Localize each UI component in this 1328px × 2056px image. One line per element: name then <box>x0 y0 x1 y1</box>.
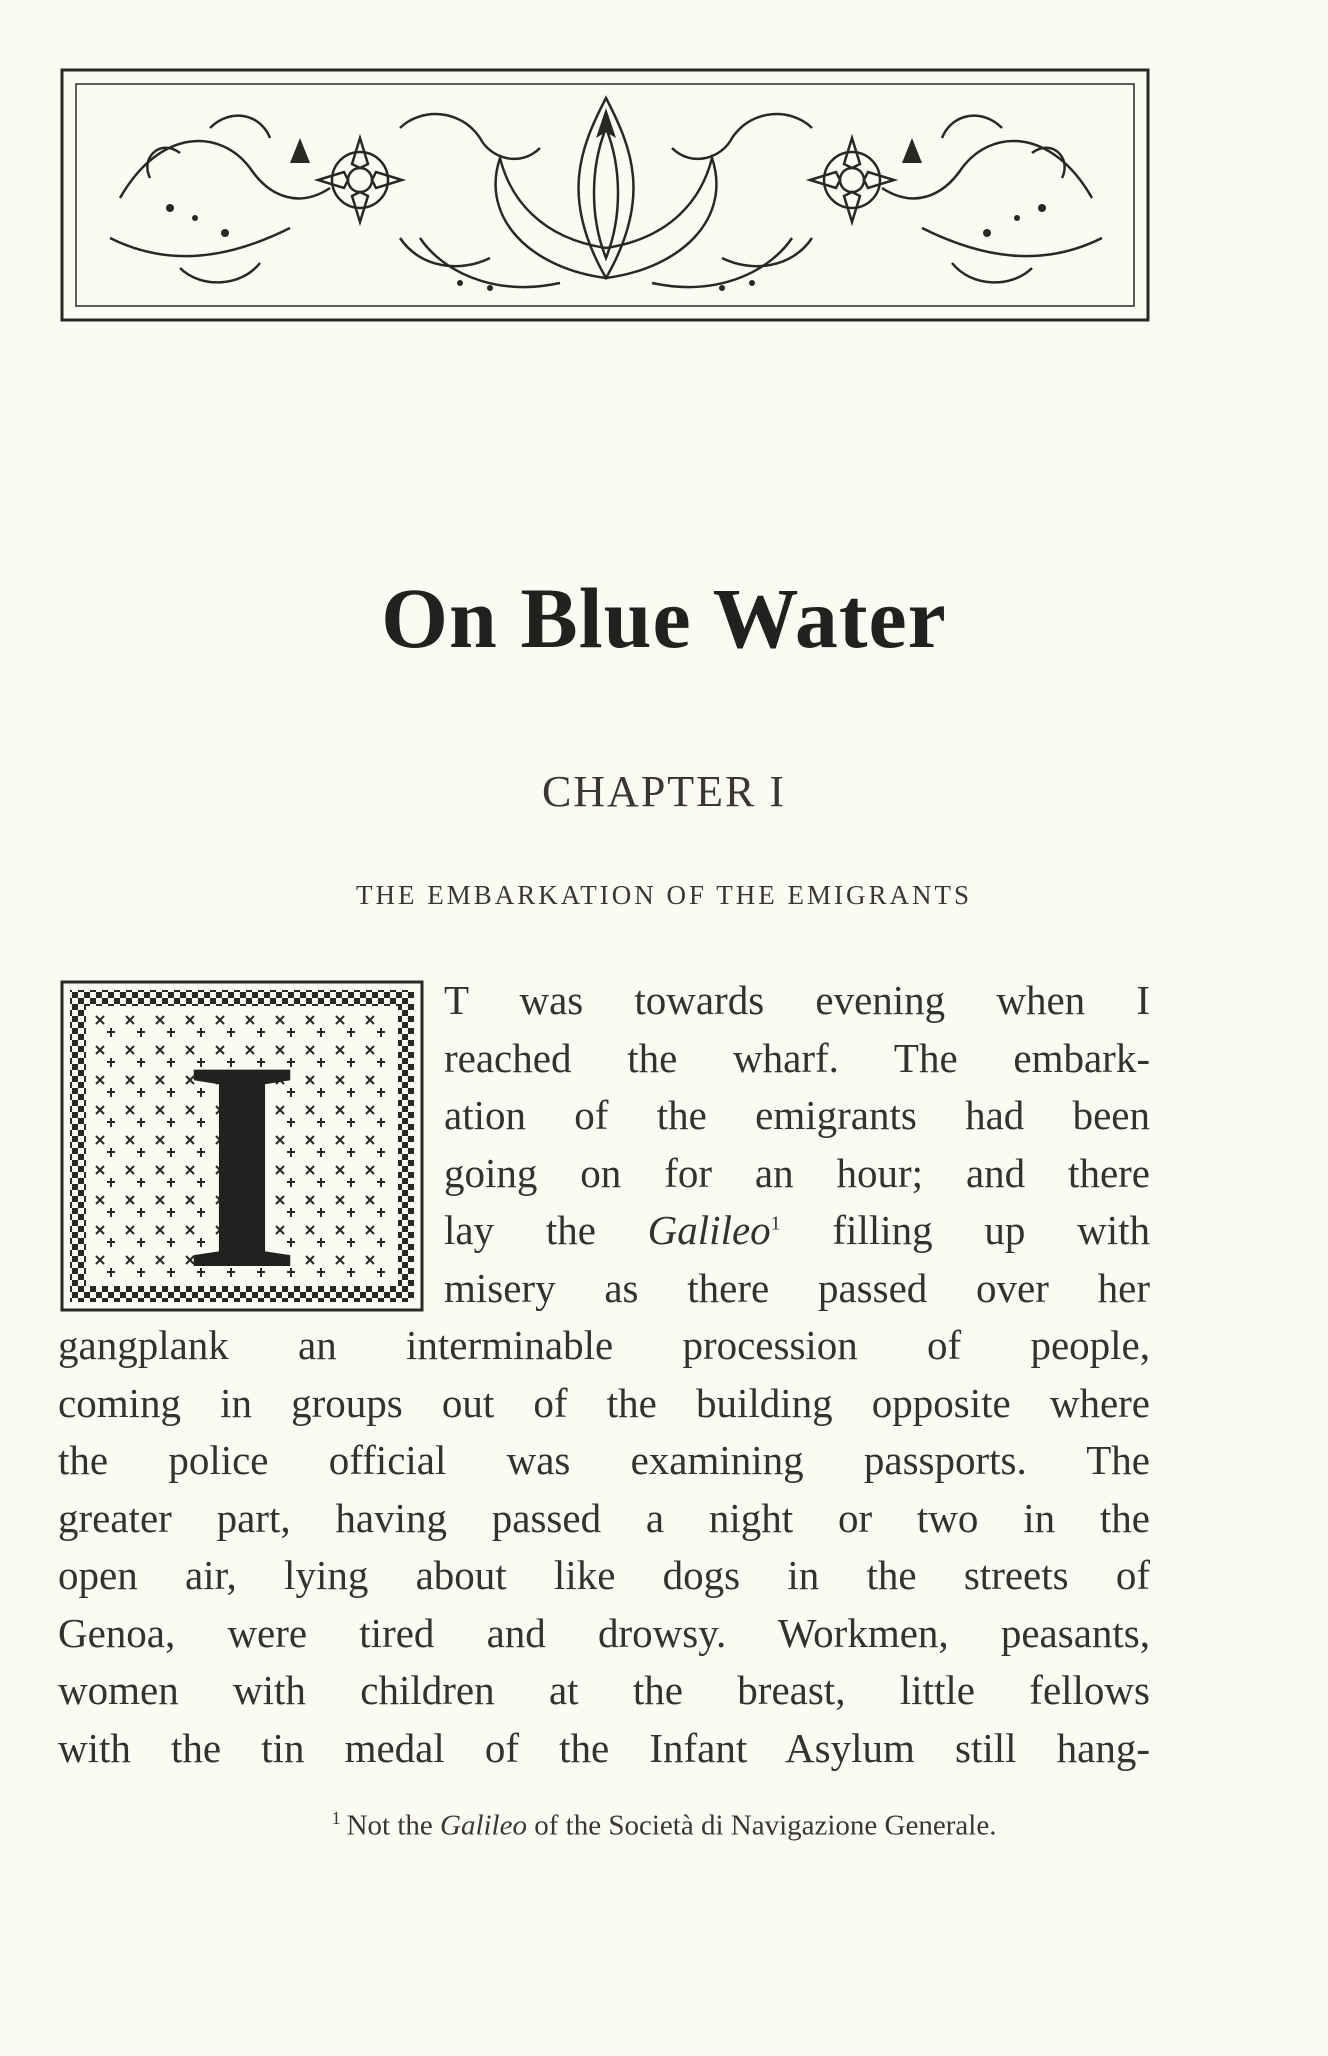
chapter-heading: CHAPTER I <box>541 767 787 816</box>
text-line: coming in groups out of the building opposite where <box>58 1379 1150 1426</box>
footnote-text: of the Società di Navigazione Generale. <box>527 1809 997 1842</box>
text-line: open air, lying about like dogs in the streets of <box>58 1552 1150 1598</box>
text-line: gangplank an interminable procession of people, <box>58 1322 1150 1368</box>
footnote-reference: 1 <box>770 1212 781 1235</box>
text-line: misery as there passed over her <box>444 1264 1150 1311</box>
footnote-mark: 1 <box>331 1808 341 1828</box>
text-line: T was towards evening when I <box>444 977 1150 1023</box>
text-line: the police official was examining passports. The <box>58 1437 1150 1483</box>
ship-name: Galileo <box>647 1207 771 1253</box>
body-paragraph <box>58 1317 1150 1777</box>
text-line: going on for an hour; and there <box>444 1149 1150 1196</box>
book-title: On Blue Water <box>381 570 947 666</box>
text-fragment: lay the <box>444 1207 648 1253</box>
drop-cap-ornament <box>60 980 424 1312</box>
ornamental-headpiece <box>60 68 1152 324</box>
text-line: Genoa, were tired and drowsy. Workmen, peasants, <box>58 1609 1150 1656</box>
chapter-subtitle: THE EMBARKATION OF THE EMIGRANTS <box>355 880 972 910</box>
text-line: ation of the emigrants had been <box>444 1092 1150 1138</box>
text-line: greater part, having passed a night or two in the <box>58 1494 1150 1541</box>
drop-cap-wrapped-text <box>444 972 1150 1317</box>
footnote-ship-name: Galileo <box>440 1809 527 1842</box>
text-line-galileo <box>444 1202 1150 1260</box>
text-line: women with children at the breast, little fellows <box>58 1667 1150 1713</box>
text-line: with the tin medal of the Infant Asylum still hang- <box>58 1724 1150 1771</box>
text-line: reached the wharf. The embark- <box>444 1034 1150 1081</box>
footnote-text: Not the <box>346 1809 440 1842</box>
drop-cap-letter: I <box>183 999 301 1312</box>
text-fragment: filling up with <box>780 1207 1150 1253</box>
footnote <box>0 1808 1328 1843</box>
